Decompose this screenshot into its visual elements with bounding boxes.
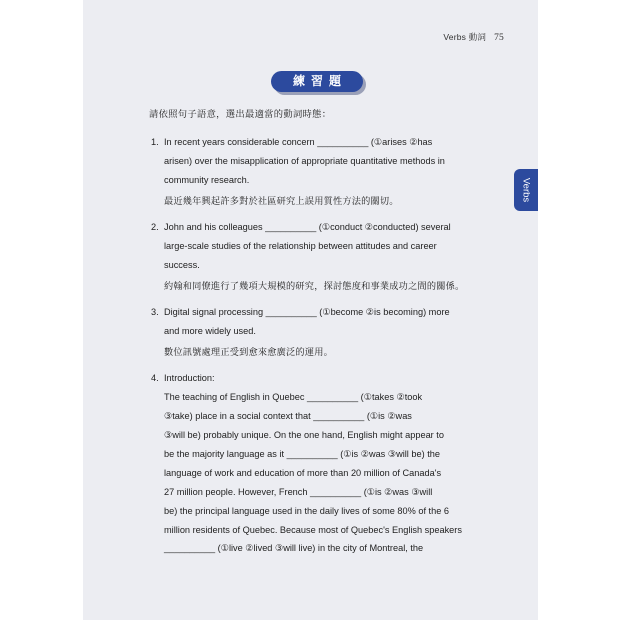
question-4-line-3: ③take) place in a social context that __________ (①is ②was xyxy=(164,411,412,421)
question-2-translation: 約翰和同僚進行了幾項大規模的研究，探討態度和事業成功之間的關係。 xyxy=(164,281,465,291)
question-3-translation: 數位訊號處理正受到愈來愈廣泛的運用。 xyxy=(164,347,333,357)
question-3-line-2: and more widely used. xyxy=(164,326,256,336)
question-2-line-2: large-scale studies of the relationship between attitudes and career xyxy=(164,241,437,251)
question-4-line-5: be the majority language as it __________ (①is ②was ③will be) the xyxy=(164,449,440,459)
question-2-line-3: success. xyxy=(164,260,200,270)
running-header xyxy=(443,31,504,43)
question-4-line-2: The teaching of English in Quebec __________ (①takes ②took xyxy=(164,392,423,402)
question-1-line-3: community research. xyxy=(164,175,250,185)
book-page xyxy=(83,0,538,620)
question-4-number: 4. xyxy=(151,373,159,383)
question-2-line-1: John and his colleagues __________ (①conduct ②conducted) several xyxy=(164,222,451,232)
page-number: 75 xyxy=(494,33,504,43)
question-3-number: 3. xyxy=(151,307,159,317)
question-4-line-4: ③will be) probably unique. On the one hand, English might appear to xyxy=(164,430,444,440)
question-1-line-2: arisen) over the misapplication of appropriate quantitative methods in xyxy=(164,156,445,166)
question-4-line-10: __________ (①live ②lived ③will live) in the city of Montreal, the xyxy=(164,543,424,553)
question-4-line-6: language of work and education of more than 20 million of Canada's xyxy=(164,468,442,478)
question-4-line-9: million residents of Quebec. Because most of Quebec's English speakers xyxy=(164,525,462,535)
chapter-tab-label: Verbs xyxy=(520,177,532,203)
instruction-text: 請依照句子語意，選出最適當的動詞時態： xyxy=(149,109,332,119)
question-3-line-1: Digital signal processing __________ (①become ②is becoming) more xyxy=(164,307,450,317)
question-4-line-8: be) the principal language used in the daily lives of some 80% of the 6 xyxy=(164,506,449,516)
section-title: 練習題 xyxy=(271,71,363,92)
question-4-line-1: Introduction: xyxy=(164,373,215,383)
question-1-translation: 最近幾年興起許多對於社區研究上誤用質性方法的關切。 xyxy=(164,196,399,206)
chapter-tab xyxy=(514,169,538,211)
question-1-line-1: In recent years considerable concern __________ (①arises ②has xyxy=(164,137,433,147)
header-label: Verbs 動詞 xyxy=(443,32,487,42)
question-2-number: 2. xyxy=(151,222,159,232)
question-4-line-7: 27 million people. However, French __________ (①is ②was ③will xyxy=(164,487,433,497)
question-1-number: 1. xyxy=(151,137,159,147)
